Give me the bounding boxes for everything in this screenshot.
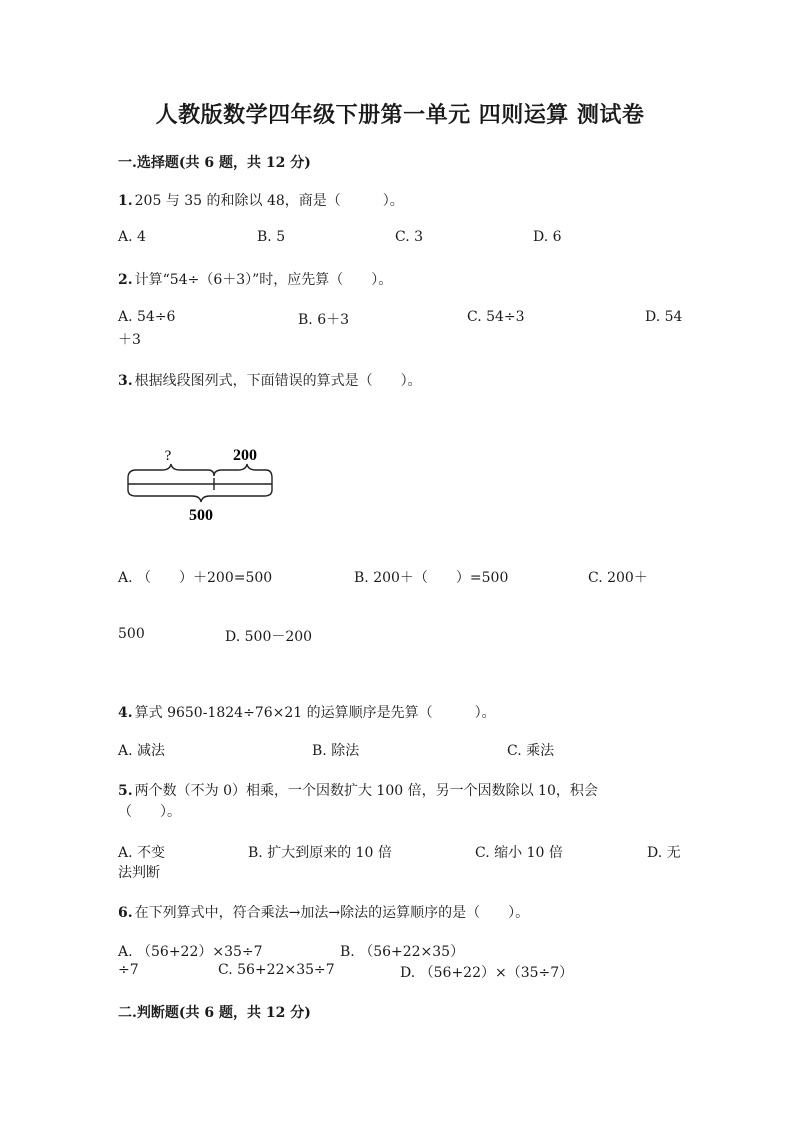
option-d: D. 6: [533, 229, 562, 245]
question-5-continued: （ ）。: [118, 804, 181, 820]
option-a: A. （ ）＋200=500: [118, 570, 273, 586]
line-segment-diagram: [118, 440, 288, 530]
top-right-brace: [214, 464, 272, 478]
question-text: 根据线段图列式，下面错误的算式是（ ）。: [134, 373, 422, 389]
page-title: 人教版数学四年级下册第一单元 四则运算 测试卷: [155, 102, 645, 128]
option-a: A. 减法: [118, 743, 166, 759]
option-a: A. 4: [118, 229, 146, 245]
question-number: 2.: [118, 272, 133, 288]
option-c: C. 200＋: [588, 570, 648, 586]
option-d-continued: 法判断: [118, 865, 160, 881]
question-2: [118, 269, 392, 289]
option-b: B. 6＋3: [298, 312, 350, 328]
question-text: 计算“54÷（6＋3）”时，应先算（ ）。: [134, 272, 393, 288]
option-b: B. 5: [257, 229, 286, 245]
question-text: 205 与 35 的和除以 48，商是（ ）。: [134, 193, 404, 209]
question-number: 4.: [118, 705, 133, 721]
option-c: C. 56+22×35÷7: [218, 962, 335, 978]
option-c-continued: 500: [118, 626, 145, 642]
option-d-continued: ＋3: [118, 332, 141, 348]
option-d: D. 54: [645, 309, 683, 325]
question-text: 算式 9650-1824÷76×21 的运算顺序是先算（ ）。: [134, 705, 496, 721]
option-d: D. （56+22）×（35÷7）: [400, 965, 574, 981]
question-6: [118, 902, 529, 922]
question-text: 在下列算式中，符合乘法→加法→除法的运算顺序的是（ ）。: [134, 905, 530, 921]
option-a: A. 54÷6: [118, 309, 176, 325]
section-heading-choice: 一.选择题(共 6 题，共 12 分): [118, 155, 311, 171]
option-b: B. 除法: [312, 743, 360, 759]
top-left-brace: [128, 464, 214, 478]
option-b-continued: ÷7: [118, 962, 139, 978]
bottom-brace: [128, 490, 272, 502]
option-b: B. 200＋（ ）=500: [354, 570, 509, 586]
option-a: A. （56+22）×35÷7: [118, 944, 263, 960]
question-5: [118, 780, 598, 800]
unknown-label: ?: [164, 448, 172, 464]
question-number: 5.: [118, 783, 133, 799]
option-b: B. 扩大到原来的 10 倍: [248, 845, 392, 861]
known-label: 200: [233, 447, 257, 464]
section-heading-judgement: 二.判断题(共 6 题，共 12 分): [118, 1005, 311, 1021]
question-text: 两个数（不为 0）相乘，一个因数扩大 100 倍，另一个因数除以 10，积会: [134, 783, 598, 799]
option-c: C. 缩小 10 倍: [475, 845, 563, 861]
question-4: [118, 702, 496, 722]
question-number: 6.: [118, 905, 133, 921]
option-b: B. （56+22×35）: [340, 944, 465, 960]
question-1: [118, 190, 404, 210]
total-label: 500: [189, 507, 213, 524]
question-number: 3.: [118, 373, 133, 389]
option-c: C. 54÷3: [467, 309, 525, 325]
question-number: 1.: [118, 193, 133, 209]
question-3: [118, 370, 422, 390]
option-a: A. 不变: [118, 845, 166, 861]
option-c: C. 乘法: [507, 743, 555, 759]
option-d: D. 无: [647, 845, 681, 861]
option-d: D. 500－200: [225, 629, 313, 645]
option-c: C. 3: [395, 229, 424, 245]
